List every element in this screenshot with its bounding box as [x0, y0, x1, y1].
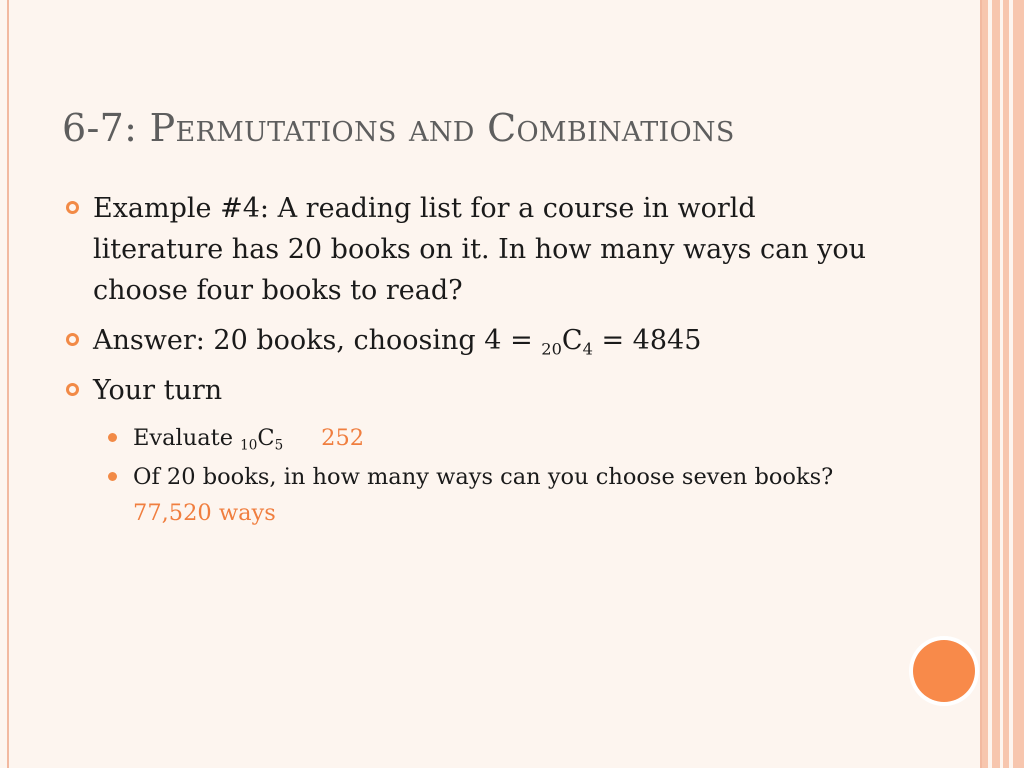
- q2-answer: 77,520 ways: [133, 500, 276, 526]
- example-text: Example #4: A reading list for a course in world literature has 20 books on it. In how many ways can you choose four books to read?: [93, 193, 867, 306]
- answer-n-subscript: 20: [541, 339, 562, 359]
- ring-bullet-icon: [66, 333, 79, 346]
- ring-bullet-icon: [66, 201, 79, 214]
- eval-n-subscript: 10: [240, 437, 258, 454]
- dot-bullet-icon: [108, 433, 117, 442]
- answer-r-subscript: 4: [582, 339, 593, 359]
- bullet-example: [64, 188, 884, 311]
- slide-title: 6-7: Permutations and Combinations: [62, 106, 735, 150]
- decorative-stripes: [982, 0, 1024, 768]
- answer-suffix: = 4845: [592, 325, 702, 356]
- eval-answer: 252: [321, 425, 365, 451]
- eval-r-subscript: 5: [274, 437, 284, 454]
- answer-prefix: Answer: 20 books, choosing 4 =: [93, 325, 542, 356]
- dot-bullet-icon: [108, 472, 117, 481]
- your-turn-text: Your turn: [93, 375, 223, 406]
- answer-c: C: [561, 325, 583, 356]
- eval-prefix: Evaluate: [133, 425, 241, 451]
- subbullet-evaluate: [64, 420, 884, 456]
- bullet-your-turn: [64, 370, 884, 411]
- q2-text: Of 20 books, in how many ways can you choose seven books?: [133, 464, 834, 490]
- bullet-answer: [64, 320, 884, 361]
- orange-circle-decoration: [913, 640, 975, 702]
- eval-c: C: [257, 425, 275, 451]
- subbullet-seven-books: [64, 459, 884, 531]
- ring-bullet-icon: [66, 383, 79, 396]
- slide-content: [64, 188, 884, 534]
